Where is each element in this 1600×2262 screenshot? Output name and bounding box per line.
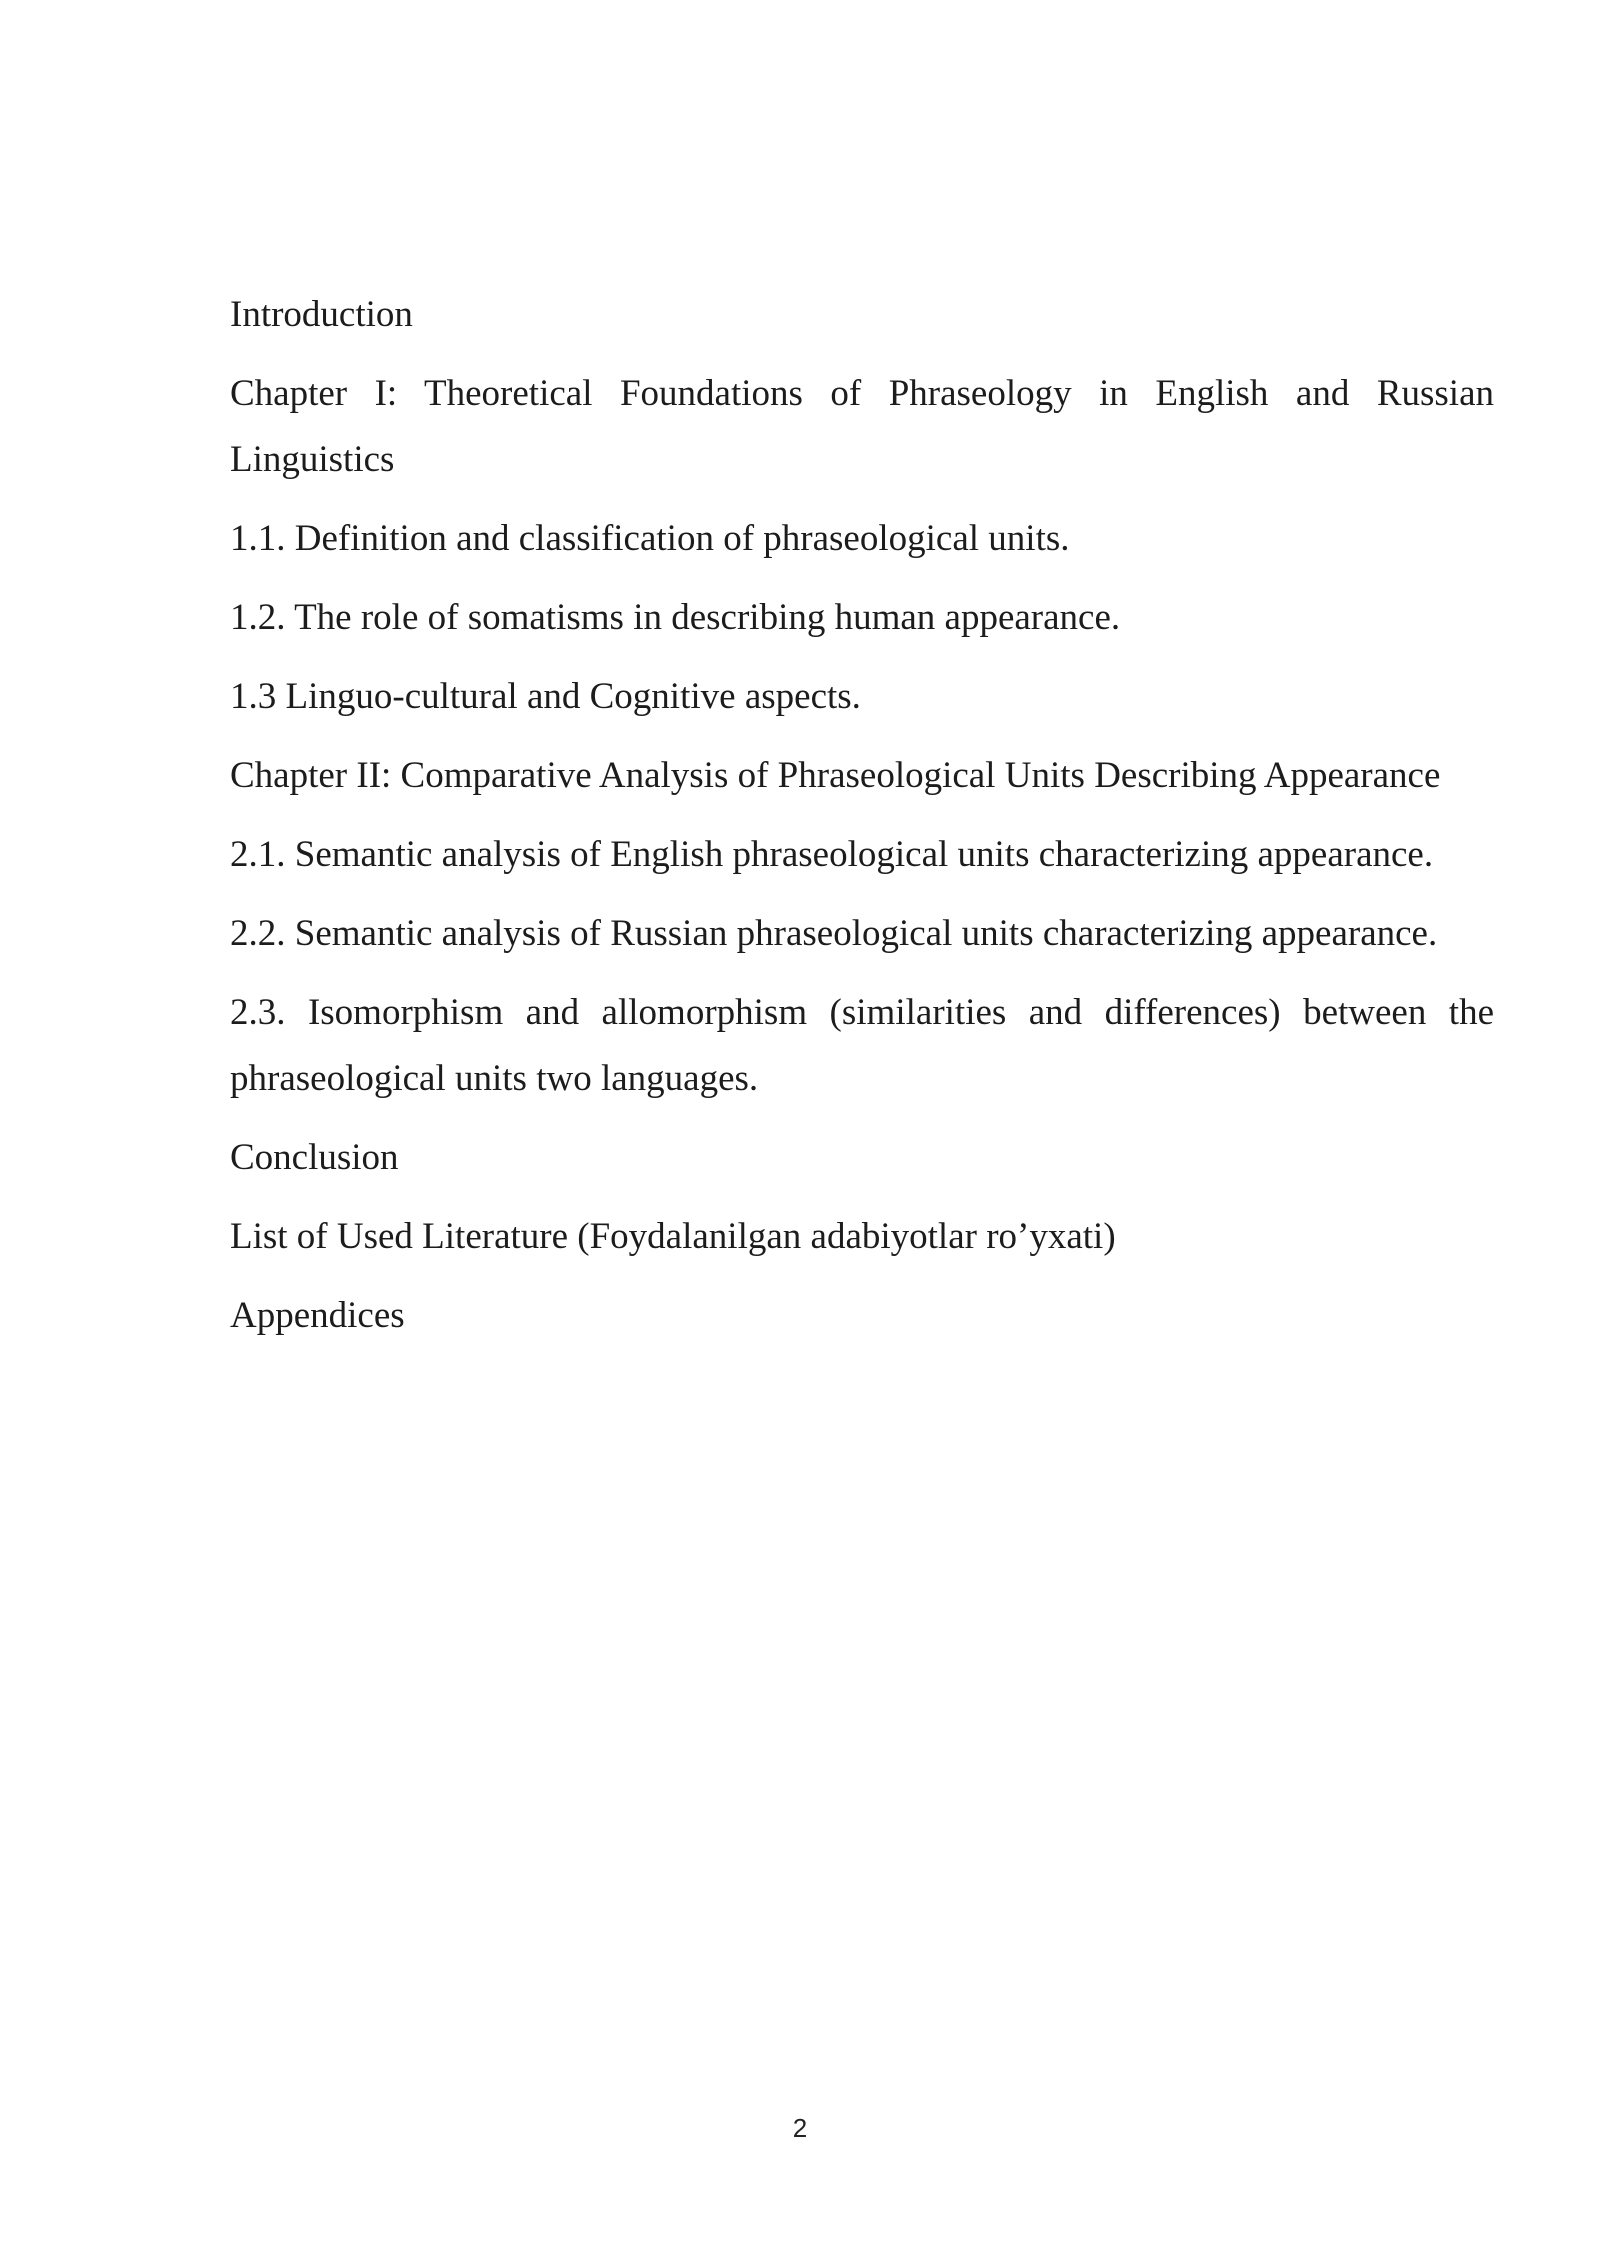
toc-entry-appendices: Appendices [230, 1295, 405, 1336]
toc-entry-conclusion: Conclusion [230, 1137, 399, 1178]
toc-entry-section-2-1: 2.1. Semantic analysis of English phraseological units characterizing appearance. [230, 834, 1434, 875]
toc-entry-section-1-2: 1.2. The role of somatisms in describing human appearance. [230, 597, 1121, 638]
toc-entry-section-2-2: 2.2. Semantic analysis of Russian phraseological units characterizing appearance. [230, 913, 1438, 954]
table-of-contents [230, 282, 1494, 1362]
toc-entry-section-1-1: 1.1. Definition and classification of phraseological units. [230, 518, 1070, 559]
toc-entry-section-2-3: 2.3. Isomorphism and allomorphism (similarities and differences) between the phraseological units two languages. [230, 992, 1494, 1099]
toc-entry-chapter-1: Chapter I: Theoretical Foundations of Phraseology in English and Russian Linguistics [230, 373, 1494, 480]
toc-entry-introduction: Introduction [230, 294, 413, 335]
toc-entry-section-1-3: 1.3 Linguo-cultural and Cognitive aspects. [230, 676, 861, 717]
toc-entry-literature: List of Used Literature (Foydalanilgan adabiyotlar ro’yxati) [230, 1216, 1116, 1257]
page-number: 2 [792, 2113, 808, 2143]
toc-entry-chapter-2: Chapter II: Comparative Analysis of Phraseological Units Describing Appearance [230, 755, 1441, 796]
